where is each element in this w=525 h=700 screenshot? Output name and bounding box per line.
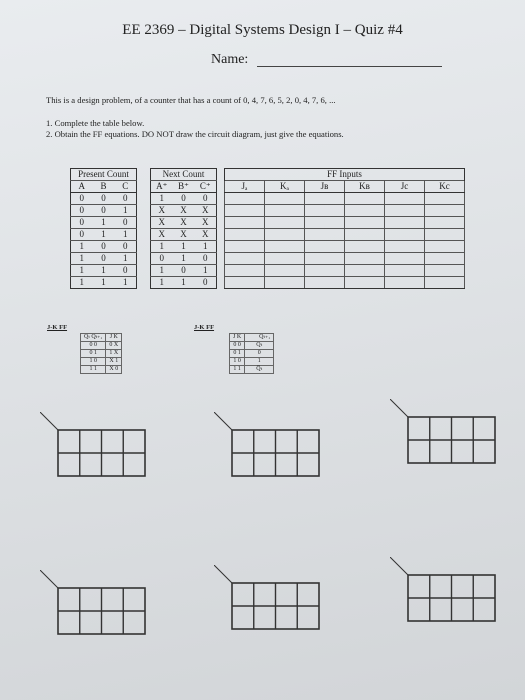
table-cell: 0 [71, 205, 93, 217]
jk-table-row [81, 366, 122, 374]
table-cell: 0 [115, 265, 137, 277]
table-cell[interactable] [225, 217, 265, 229]
jk-cell: 0 1 [81, 350, 106, 358]
table-cell: 0 [115, 193, 137, 205]
col-jb: Jʙ [305, 181, 345, 193]
table-cell: 1 [71, 277, 93, 289]
state-table-row [71, 265, 465, 277]
col-kc: Kc [425, 181, 465, 193]
jk-characteristic-table [229, 333, 274, 374]
table-cell: 1 [93, 265, 115, 277]
table-cell[interactable] [345, 265, 385, 277]
table-cell[interactable] [265, 253, 305, 265]
table-cell: 1 [93, 229, 115, 241]
karnaugh-map[interactable] [390, 399, 499, 467]
table-cell[interactable] [305, 193, 345, 205]
col-a-next: A⁺ [151, 181, 173, 193]
table-cell[interactable] [265, 205, 305, 217]
table-cell[interactable] [425, 193, 465, 205]
table-cell[interactable] [225, 277, 265, 289]
jk-table-row [230, 358, 274, 366]
table-cell: X [195, 205, 217, 217]
table-cell[interactable] [225, 229, 265, 241]
table-cell: X [195, 217, 217, 229]
jk-cell: 1 [245, 358, 274, 366]
col-c: C [115, 181, 137, 193]
jk-table-row [81, 350, 122, 358]
table-cell[interactable] [385, 265, 425, 277]
table-cell[interactable] [225, 265, 265, 277]
table-cell[interactable] [345, 193, 385, 205]
state-table-row [71, 229, 465, 241]
instruction-1: 1. Complete the table below. [46, 118, 145, 128]
table-cell[interactable] [265, 265, 305, 277]
jk-table-row [230, 350, 274, 358]
table-cell[interactable] [225, 193, 265, 205]
jk-cell: 0 X [106, 342, 122, 350]
table-cell: 1 [115, 277, 137, 289]
table-cell[interactable] [385, 253, 425, 265]
table-cell[interactable] [345, 253, 385, 265]
table-cell[interactable] [425, 217, 465, 229]
jk-excitation-label: J-K FF [47, 324, 68, 331]
col-c-next: C⁺ [195, 181, 217, 193]
state-table-row [71, 241, 465, 253]
karnaugh-map[interactable] [214, 412, 323, 480]
col-b-next: B⁺ [173, 181, 195, 193]
table-cell: X [151, 229, 173, 241]
jk-table-row [230, 342, 274, 350]
table-cell: X [173, 229, 195, 241]
state-table-row [71, 217, 465, 229]
table-cell[interactable] [345, 217, 385, 229]
col-b: B [93, 181, 115, 193]
quiz-title: EE 2369 – Digital Systems Design I – Quiz #4 [122, 22, 403, 38]
state-table [70, 168, 465, 289]
problem-description: This is a design problem, of a counter that has a count of 0, 4, 7, 6, 5, 2, 0, 4, 7, 6, ... [46, 95, 336, 105]
table-cell: 1 [173, 277, 195, 289]
table-cell: 1 [151, 265, 173, 277]
table-cell: 1 [115, 205, 137, 217]
table-cell[interactable] [345, 277, 385, 289]
karnaugh-map[interactable] [214, 565, 323, 633]
col-ka: Kₐ [265, 181, 305, 193]
table-cell: 1 [93, 217, 115, 229]
table-cell: 0 [151, 253, 173, 265]
table-cell[interactable] [265, 229, 305, 241]
table-cell[interactable] [385, 217, 425, 229]
table-cell[interactable] [305, 277, 345, 289]
table-cell[interactable] [425, 205, 465, 217]
table-cell: 0 [93, 253, 115, 265]
col-ja: Jₐ [225, 181, 265, 193]
jk-cell: X 1 [106, 358, 122, 366]
col-kb: Kʙ [345, 181, 385, 193]
table-cell[interactable] [265, 241, 305, 253]
table-cell[interactable] [345, 229, 385, 241]
table-cell[interactable] [305, 229, 345, 241]
table-cell: 1 [71, 265, 93, 277]
table-cell: X [173, 205, 195, 217]
jk-table-row [81, 342, 122, 350]
table-cell: X [151, 217, 173, 229]
jk-cell: Qₜ [245, 342, 274, 350]
table-cell[interactable] [425, 253, 465, 265]
jk-cell: 0 1 [230, 350, 245, 358]
jk-cell: 1 0 [81, 358, 106, 366]
karnaugh-map[interactable] [390, 557, 499, 625]
col-jc: Jc [385, 181, 425, 193]
table-cell[interactable] [345, 241, 385, 253]
table-cell[interactable] [305, 217, 345, 229]
jk-cell: 1 1 [81, 366, 106, 374]
table-cell: X [195, 229, 217, 241]
table-cell[interactable] [425, 241, 465, 253]
table-cell: 1 [151, 193, 173, 205]
col-a: A [71, 181, 93, 193]
state-table-row [71, 277, 465, 289]
name-label: Name: [211, 52, 249, 67]
jk-table-row [81, 358, 122, 366]
jk-char-header-jk: J K [230, 334, 245, 342]
table-cell: 1 [71, 241, 93, 253]
jk-cell: 1 0 [230, 358, 245, 366]
table-cell[interactable] [265, 193, 305, 205]
table-cell: 1 [115, 229, 137, 241]
jk-cell: 0 0 [230, 342, 245, 350]
table-cell[interactable] [225, 241, 265, 253]
jk-cell: X 0 [106, 366, 122, 374]
table-cell: 1 [195, 241, 217, 253]
jk-cell: 1 1 [230, 366, 245, 374]
table-cell[interactable] [225, 205, 265, 217]
table-cell[interactable] [385, 241, 425, 253]
table-cell[interactable] [265, 217, 305, 229]
table-cell[interactable] [305, 253, 345, 265]
table-cell[interactable] [385, 277, 425, 289]
jk-char-header-q: Qₜ₊₁ [245, 334, 274, 342]
table-cell: 1 [93, 277, 115, 289]
table-cell[interactable] [425, 265, 465, 277]
jk-exc-header-jk: J K [106, 334, 122, 342]
table-cell: 0 [173, 265, 195, 277]
table-cell[interactable] [385, 205, 425, 217]
table-cell: X [173, 217, 195, 229]
table-cell[interactable] [305, 265, 345, 277]
table-cell[interactable] [425, 277, 465, 289]
table-cell: 1 [195, 265, 217, 277]
table-cell: 1 [173, 253, 195, 265]
state-table-row [71, 193, 465, 205]
table-cell[interactable] [425, 229, 465, 241]
jk-excitation-table [80, 333, 122, 374]
table-cell: 0 [195, 277, 217, 289]
table-cell: 0 [115, 217, 137, 229]
jk-cell: Q̅ₜ [245, 366, 274, 374]
table-cell[interactable] [265, 277, 305, 289]
table-cell: 0 [71, 217, 93, 229]
karnaugh-map[interactable] [40, 570, 149, 638]
instruction-2: 2. Obtain the FF equations. DO NOT draw the circuit diagram, just give the equations. [46, 129, 344, 139]
present-count-header: Present Count [71, 169, 137, 181]
karnaugh-map[interactable] [40, 412, 149, 480]
table-cell[interactable] [305, 241, 345, 253]
jk-exc-header-q: Qₜ Qₜ₊₁ [81, 334, 106, 342]
state-table-row [71, 253, 465, 265]
state-table-row [71, 205, 465, 217]
table-cell: 0 [93, 205, 115, 217]
jk-cell: 0 0 [81, 342, 106, 350]
table-cell[interactable] [345, 205, 385, 217]
table-cell[interactable] [305, 205, 345, 217]
table-cell[interactable] [385, 193, 425, 205]
table-cell: 1 [173, 241, 195, 253]
table-cell: 1 [71, 253, 93, 265]
table-cell: 0 [71, 193, 93, 205]
table-cell[interactable] [385, 229, 425, 241]
table-cell: 0 [93, 193, 115, 205]
table-cell: 0 [115, 241, 137, 253]
jk-cell: 1 X [106, 350, 122, 358]
table-cell: 1 [115, 253, 137, 265]
jk-characteristic-label: J-K FF [194, 324, 215, 331]
table-cell: 1 [151, 241, 173, 253]
next-count-header: Next Count [151, 169, 217, 181]
table-cell: 0 [93, 241, 115, 253]
table-cell: 0 [195, 253, 217, 265]
table-cell: 0 [195, 193, 217, 205]
table-cell: 0 [173, 193, 195, 205]
ff-inputs-header: FF Inputs [225, 169, 465, 181]
name-line [257, 66, 442, 67]
table-cell: 0 [71, 229, 93, 241]
table-cell: X [151, 205, 173, 217]
table-cell: 1 [151, 277, 173, 289]
jk-table-row [230, 366, 274, 374]
jk-cell: 0 [245, 350, 274, 358]
table-cell[interactable] [225, 253, 265, 265]
